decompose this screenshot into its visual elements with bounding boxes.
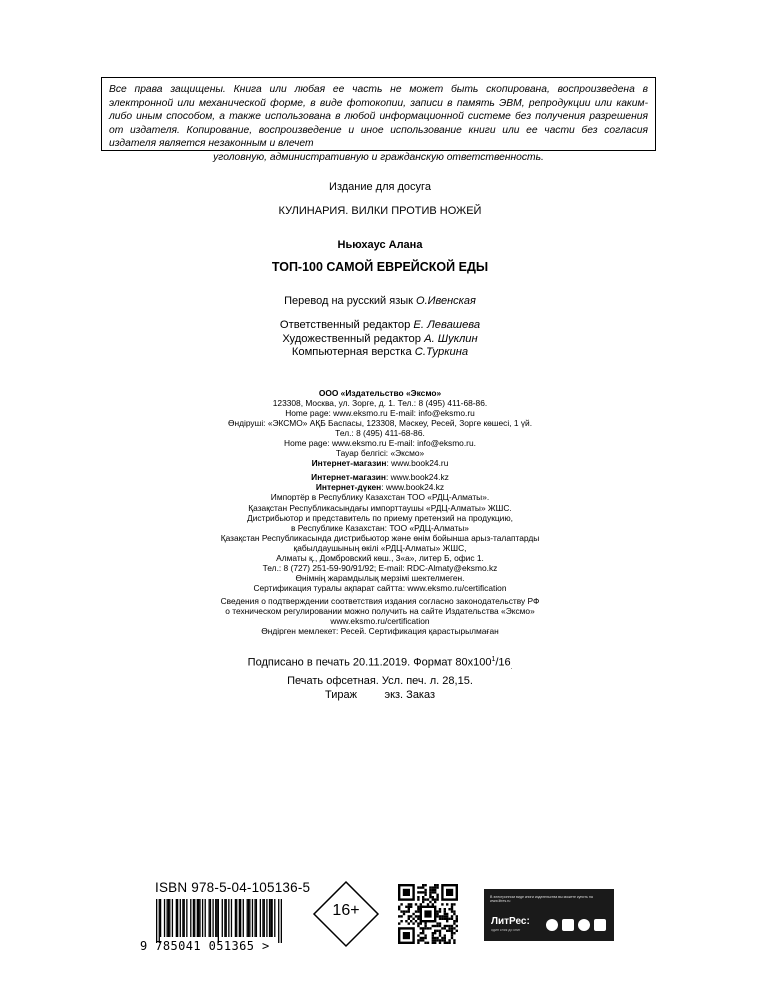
credit-line — [0, 333, 760, 347]
print-type-line: Печать офсетная. Усл. печ. л. 28,15. — [287, 675, 473, 688]
litres-text: В электронном виде книги издательства вы можете купить на www.litres.ru — [490, 895, 593, 904]
credit-label: Художественный редактор — [282, 332, 422, 345]
litres-slogan: один клик до книг — [491, 928, 521, 932]
imprint-line: Дистрибьютор и представитель по приему претензий на продукцию, — [247, 512, 513, 523]
credit-line — [0, 319, 760, 333]
imprint-line: Өнімнің жарамдылық мерзімі шектелмеген. — [295, 572, 465, 583]
imprint-line: 123308, Москва, ул. Зорге, д. 1. Тел.: 8 (495) 411-68-86. — [272, 398, 488, 409]
translator-name: О.Ивенская — [416, 295, 476, 307]
credit-label: Ответственный редактор — [279, 319, 411, 331]
imprint-line: Импортёр в Республику Казахстан ТОО «РДЦ-Алматы». — [270, 492, 490, 503]
credit-name: С.Туркина — [414, 346, 469, 358]
shop-value: : www.book24.ru — [386, 458, 449, 469]
credit-name: Е. Левашева — [413, 319, 481, 331]
imprint-line: Сведения о подтверждении соответствия издания согласно законодательству РФ — [220, 595, 540, 606]
credit-line — [0, 346, 760, 360]
imprint-line: Қазақстан Республикасындағы импорттаушы «РДЦ-Алматы» ЖШС. — [248, 502, 512, 513]
shop-label: Интернет-дүкен — [315, 482, 382, 493]
credit-name: А. Шуклин — [424, 332, 478, 345]
imprint-line: Өндіруші: «ЭКСМО» АҚБ Баспасы, 123308, Мәскеу, Ресей, Зорге көшесі, 1 үй. — [227, 418, 533, 429]
shop-label: Интернет-магазин — [311, 458, 387, 469]
format-sub: /16 — [495, 656, 511, 669]
signed-text: Подписано в печать 20.11.2019. Формат 80x100 — [247, 656, 492, 669]
credit-label: Компьютерная верстка — [291, 346, 412, 358]
publisher-name: ООО «Издательство «Эксмо» — [318, 388, 442, 398]
run-suffix: экз. Заказ — [384, 688, 436, 701]
imprint-line — [0, 472, 760, 482]
author: Ньюхаус Алана — [337, 239, 423, 251]
google-play-icon — [546, 919, 558, 931]
imprint-line: Алматы қ., Домбровский көш., 3«а», литер Б, офис 1. — [276, 552, 484, 563]
store-icons — [546, 919, 606, 931]
credits-block — [0, 319, 760, 360]
signed-line — [0, 653, 760, 675]
copyright-text: Все права защищены. Книга или любая ее часть не может быть скопирована, воспроизведена в электронной или механической форме, в виде фотокопии, записи в память ЭВМ, репродукции или каким-либо иным способом, а также использована в любой информационной системе без получения разрешения от издателя. Копирование, воспроизведение и иное использование книги или ее части без согласия издателя является незаконным и влечет — [109, 84, 648, 149]
shop-value: : www.book24.kz — [385, 472, 449, 483]
translation-line — [0, 295, 760, 307]
imprint-line: Home page: www.eksmo.ru E-mail: info@eksmo.ru — [285, 408, 475, 419]
imprint-line: Home page: www.eksmo.ru E-mail: info@eksmo.ru. — [284, 438, 476, 449]
translation-label: Перевод на русский язык — [284, 295, 413, 307]
litres-logo: ЛитРес: — [491, 916, 530, 927]
isbn: ISBN 978-5-04-105136-5 — [155, 880, 311, 895]
series-name: КУЛИНАРИЯ. ВИЛКИ ПРОТИВ НОЖЕЙ — [278, 205, 482, 217]
qr-code — [398, 884, 458, 944]
format-sup: 1 — [491, 656, 496, 663]
print-run-line — [0, 689, 760, 703]
imprint-line: Қазақстан Республикасында дистрибьютор және өнім бойынша арыз-талаптарды — [220, 532, 540, 543]
format-end: . — [510, 664, 513, 671]
imprint-line — [0, 458, 760, 468]
imprint-line: www.eksmo.ru/certification — [330, 616, 430, 627]
copyright-notice — [101, 77, 656, 163]
barcode-digits: 9 785041 051365 > — [140, 939, 270, 953]
imprint-line: қабылдаушының өкілі «РДЦ-Алматы» ЖШС, — [293, 542, 467, 553]
isbn-barcode — [156, 899, 282, 943]
shop-label: Интернет-магазин — [311, 472, 386, 483]
imprint-line: Өндірген мемлекет: Ресей. Сертификация қарастырылмаған — [261, 626, 499, 637]
imprint-line: Сертификация туралы ақпарат сайтта: www.eksmo.ru/certification — [253, 582, 507, 593]
apple-icon — [562, 919, 574, 931]
age-rating-label: 16+ — [332, 902, 360, 919]
imprint-line — [0, 482, 760, 492]
android-icon — [578, 919, 590, 931]
run-label: Тираж — [324, 688, 357, 701]
publisher-imprint — [0, 388, 760, 636]
imprint-line: о техническом регулировании можно получить на сайте Издательства «Эксмо» — [225, 605, 535, 616]
imprint-line: в Республике Казахстан: ТОО «РДЦ-Алматы» — [291, 522, 469, 533]
book-title: ТОП-100 САМОЙ ЕВРЕЙСКОЙ ЕДЫ — [271, 260, 489, 274]
imprint-line: Тел.: 8 (727) 251-59-90/91/92; E-mail: RDC-Almaty@eksmo.kz — [262, 562, 498, 573]
copyright-last-line: уголовную, административную и гражданскую ответственность. — [213, 151, 544, 163]
printing-info — [0, 653, 760, 702]
edition-type: Издание для досуга — [329, 181, 431, 193]
windows-icon — [594, 919, 606, 931]
shop-value: : www.book24.kz — [381, 482, 445, 493]
imprint-line: Тауар белгісі: «Эксмо» — [335, 448, 425, 459]
litres-banner — [484, 889, 614, 941]
imprint-line: Тел.: 8 (495) 411-68-86. — [335, 428, 425, 439]
